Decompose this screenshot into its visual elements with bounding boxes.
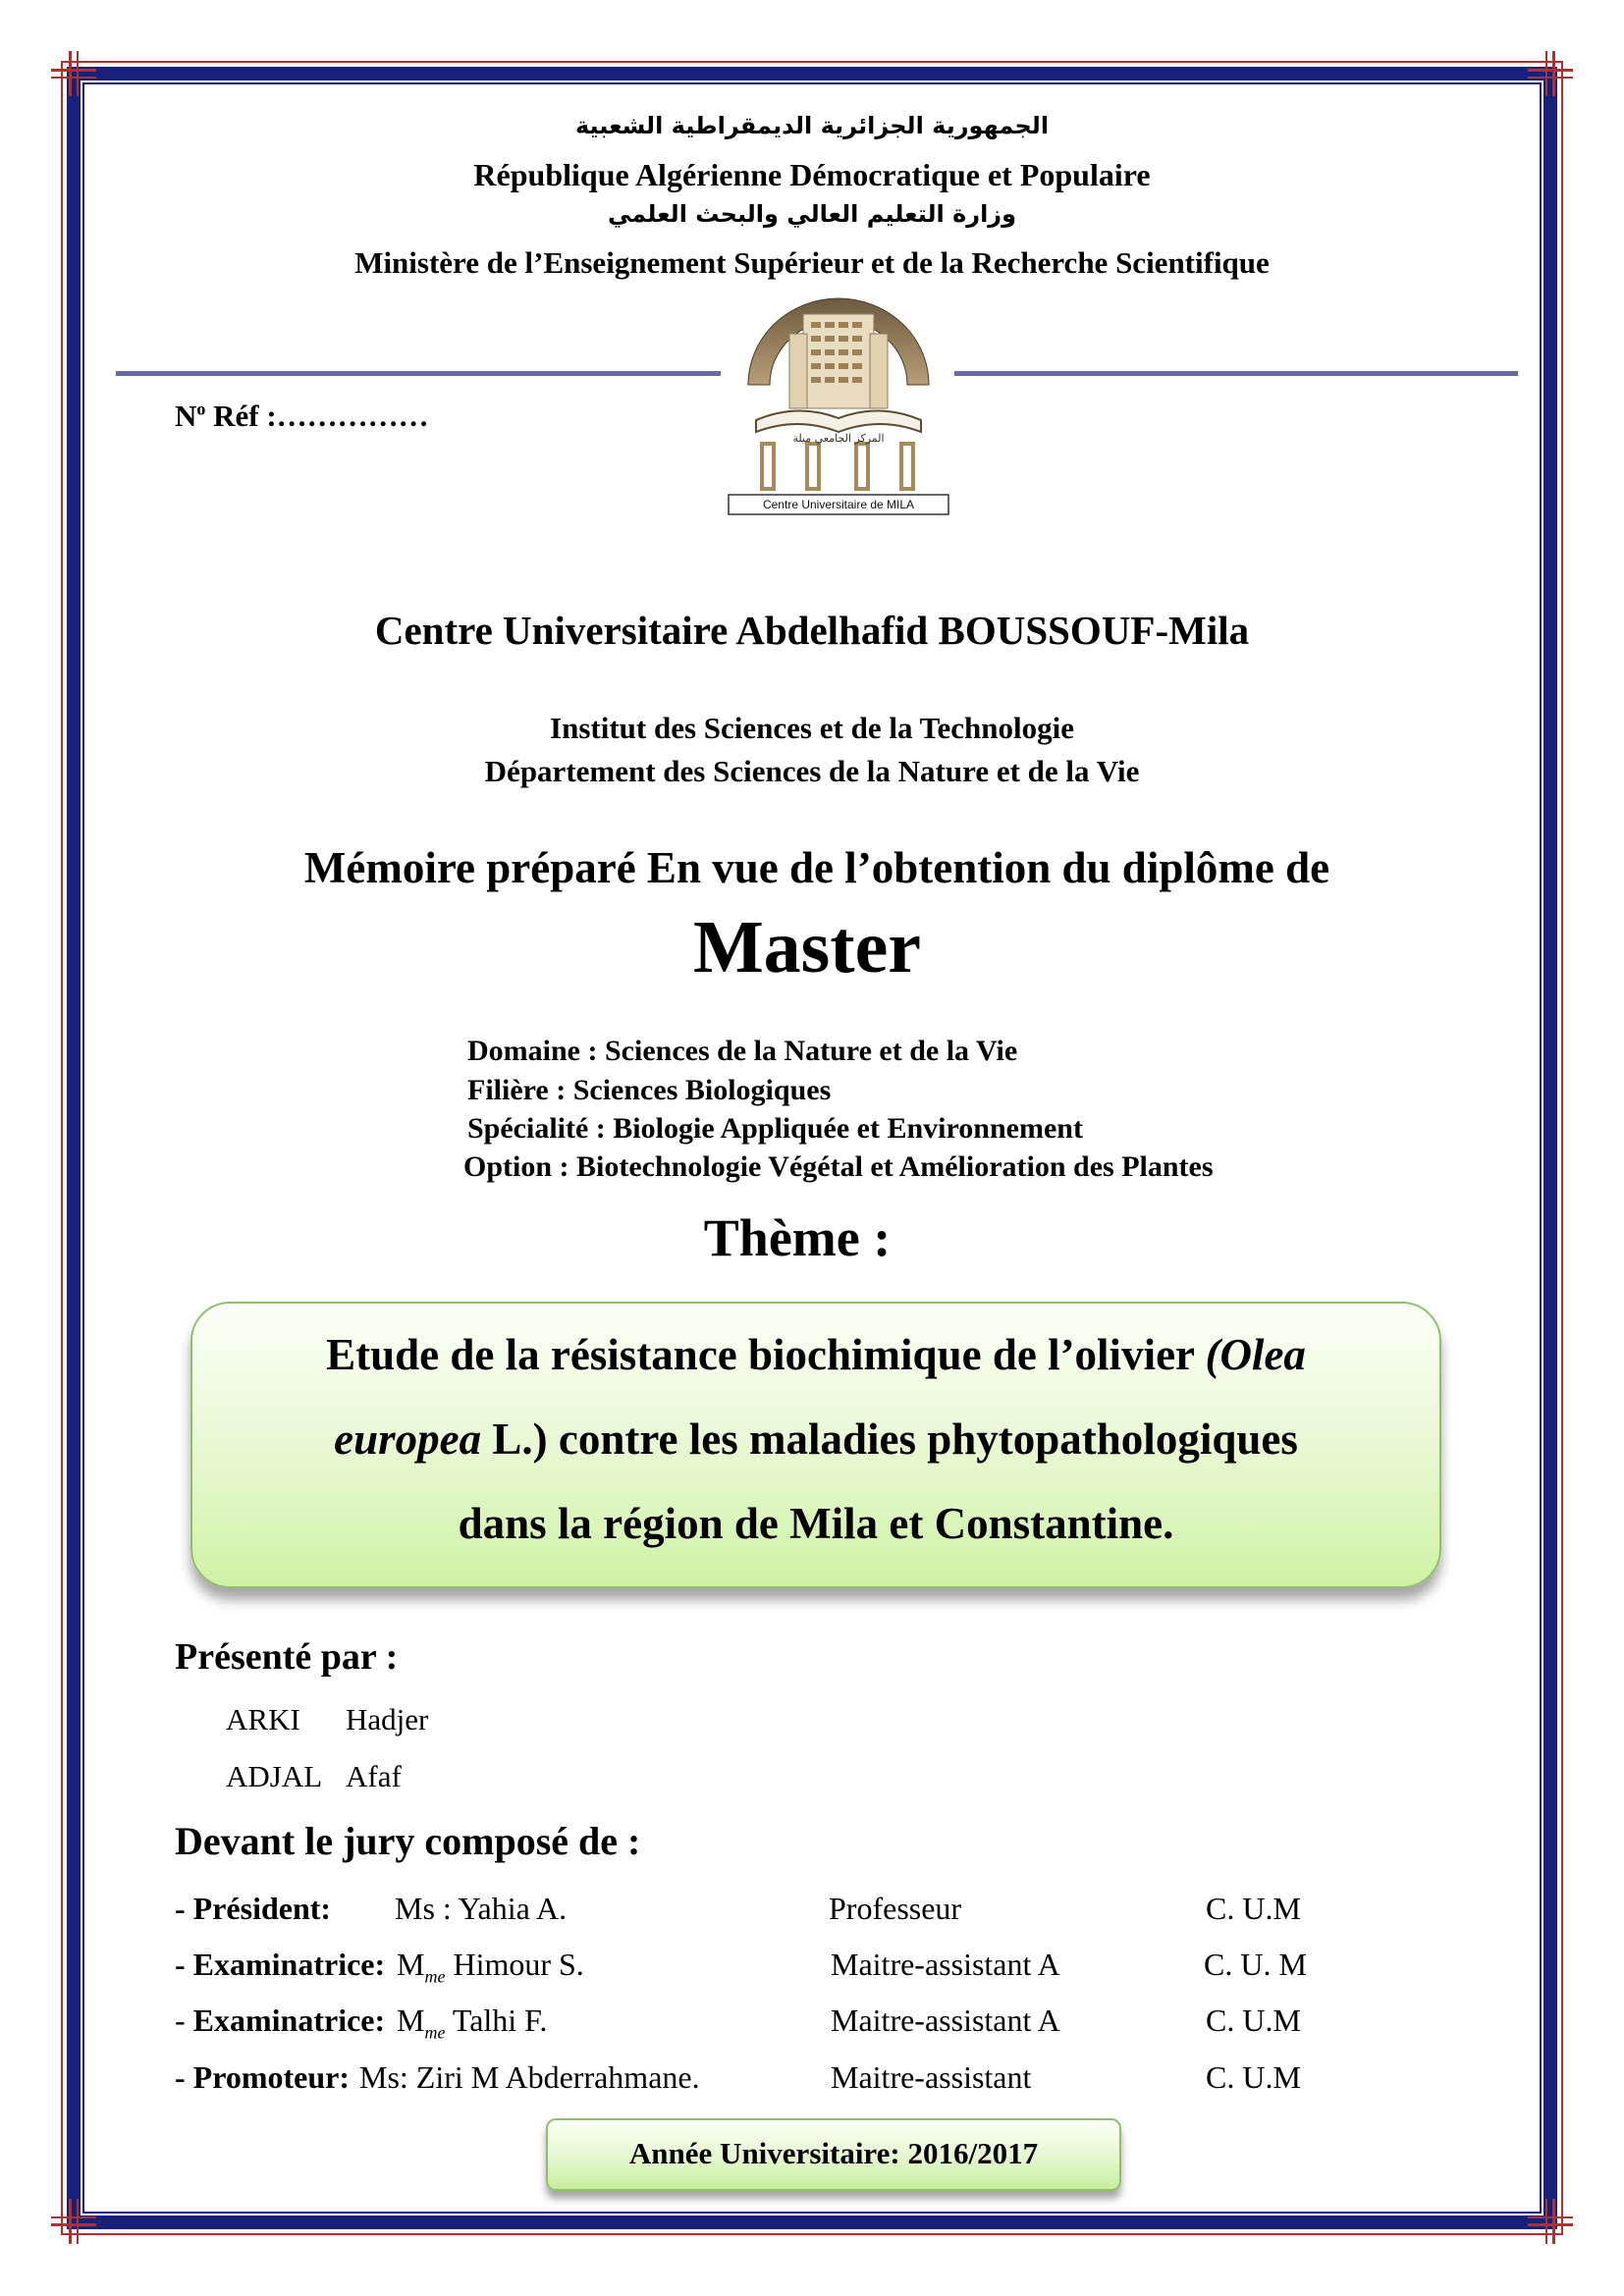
jury-grade: Professeur	[829, 1891, 962, 1926]
jury-role-wrap	[175, 2002, 385, 2039]
jury-title-sub: me	[424, 2022, 446, 2043]
theme-line-3: dans la région de Mila et Constantine.	[458, 1499, 1174, 1548]
jury-grade: Maitre-assistant	[831, 2059, 1032, 2095]
jury-role-prefix: -	[175, 2002, 193, 2038]
jury-role: Examinatrice:	[192, 2002, 386, 2038]
jury-affiliation: C. U. M	[1204, 1947, 1307, 1982]
theme-line-1-text: Etude de la résistance biochimique de l’olivier	[326, 1330, 1206, 1379]
jury-name: Ziri M Abderrahmane.	[415, 2059, 700, 2095]
ministry-title: Ministère de l’Enseignement Supérieur et de la Recherche Scientifique	[354, 245, 1270, 280]
memoire-line: Mémoire préparé En vue de l’obtention du diplôme de	[303, 843, 1330, 892]
jury-title: Ms:	[359, 2059, 416, 2095]
presented-heading: Présenté par :	[175, 1636, 399, 1678]
header-divider-right	[954, 371, 1518, 376]
jury-title-sub: me	[424, 1966, 446, 1987]
jury-grade: Maitre-assistant A	[831, 1947, 1060, 1982]
ref-label: Réf :……………	[205, 399, 429, 433]
corner-ornament-bottom-right	[1528, 2199, 1573, 2244]
arabic-republic-title: الجمهورية الجزائرية الديمقراطية الشعبية	[574, 112, 1050, 139]
jury-member	[397, 1947, 584, 1987]
jury-title: M	[397, 2002, 425, 2038]
jury-affiliation: C. U.M	[1206, 2002, 1301, 2038]
student-first-name: Hadjer	[346, 1702, 429, 1736]
theme-box	[190, 1302, 1441, 1588]
university-logo	[727, 287, 950, 516]
corner-ornament-bottom-left	[51, 2199, 96, 2244]
jury-member	[359, 2059, 700, 2096]
logo-arabic-caption: المركز الجامعي ميلة	[792, 432, 885, 445]
jury-member	[397, 2002, 547, 2043]
ref-prefix: N	[175, 399, 197, 433]
theme-line-2	[192, 1414, 1439, 1465]
corner-ornament-top-right	[1528, 51, 1573, 96]
jury-grade: Maitre-assistant A	[831, 2002, 1060, 2038]
student-last-name: ADJAL	[226, 1759, 323, 1793]
academic-year: Année Universitaire: 2016/2017	[628, 2136, 1039, 2170]
student-first-name: Afaf	[346, 1759, 402, 1793]
theme-heading: Thème :	[703, 1208, 892, 1267]
jury-member	[395, 1891, 567, 1927]
logo-caption: Centre Universitaire de MILA	[762, 498, 915, 511]
student-row	[226, 1702, 429, 1737]
theme-line-2-italic: europea	[334, 1415, 482, 1464]
institute-name: Institut des Sciences et de la Technologie	[550, 711, 1074, 745]
ref-superscript: o	[196, 399, 206, 419]
student-row	[226, 1759, 402, 1794]
field-domaine: Domaine : Sciences de la Nature et de la Vie	[467, 1035, 1018, 1067]
jury-heading: Devant le jury composé de :	[175, 1819, 641, 1863]
field-specialite: Spécialité : Biologie Appliquée et Environnement	[467, 1112, 1083, 1145]
academic-year-box	[546, 2118, 1121, 2191]
corner-ornament-top-left	[51, 51, 96, 96]
jury-row	[175, 2002, 1451, 2042]
jury-title: Ms :	[395, 1891, 459, 1926]
header-divider-left	[116, 371, 721, 376]
reference-number	[175, 399, 429, 434]
jury-name: Himour S.	[445, 1947, 584, 1982]
jury-affiliation: C. U.M	[1206, 2059, 1301, 2095]
institution-name: Centre Universitaire Abdelhafid BOUSSOUF-Mila	[374, 608, 1250, 653]
jury-role: - Président:	[175, 1891, 332, 1926]
jury-row	[175, 2059, 1451, 2099]
jury-name: Talhi F.	[445, 2002, 548, 2038]
jury-name: Yahia A.	[458, 1891, 568, 1926]
theme-line-1-italic: (Olea	[1205, 1330, 1306, 1379]
jury-title: M	[397, 1947, 425, 1982]
theme-line-1	[192, 1329, 1439, 1380]
student-last-name: ARKI	[226, 1702, 300, 1736]
theme-line-2-text: L.) contre les maladies phytopathologiques	[481, 1415, 1298, 1464]
jury-row	[175, 1947, 1451, 1986]
arabic-ministry-title: وزارة التعليم العالي والبحث العلمي	[607, 200, 1017, 228]
jury-row	[175, 1891, 1451, 1930]
republic-title: République Algérienne Démocratique et Populaire	[473, 157, 1151, 192]
jury-role: - Examinatrice:	[175, 1947, 386, 1982]
degree-title: Master	[692, 906, 922, 988]
jury-role: - Promoteur:	[175, 2059, 350, 2095]
department-name: Département des Sciences de la Nature et de la Vie	[484, 754, 1140, 788]
field-option: Option : Biotechnologie Végétal et Amélioration des Plantes	[463, 1150, 1214, 1183]
jury-affiliation: C. U.M	[1206, 1891, 1301, 1926]
field-filiere: Filière : Sciences Biologiques	[467, 1074, 832, 1106]
